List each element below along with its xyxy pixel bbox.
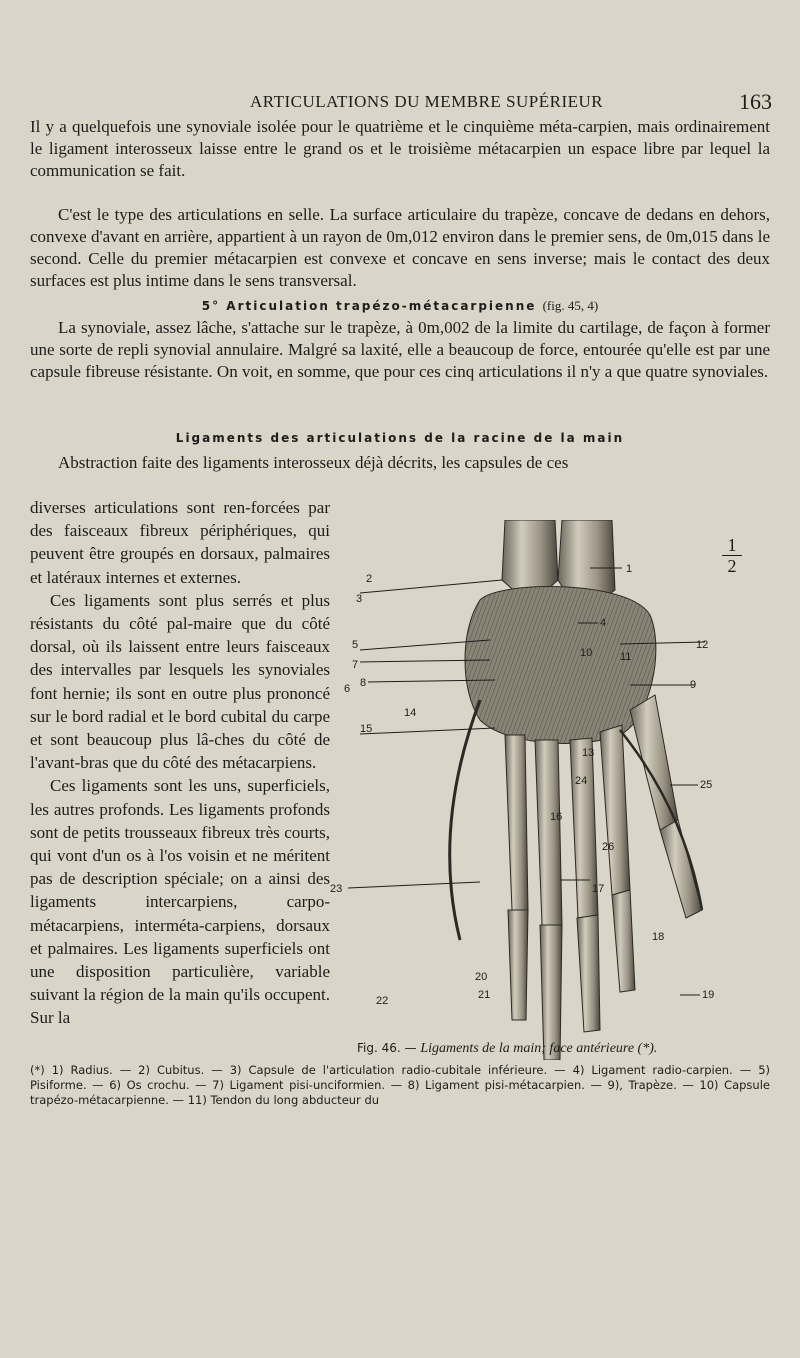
figure-label: 6 xyxy=(344,683,351,695)
paragraph-articulations-en-selle: C'est le type des articulations en selle. La surface articulaire du trapèze, concave de dedans en dehors, convexe d'avant en arrière, appartient à un rayon de 0m,012 environ dans le premier sens, de 0m,015 dans le second. Celle du premier métacarpien est convexe et concave en sens inverse; mais le contact des deux surfaces est plus intime dans le sens transversal. xyxy=(30,205,770,290)
paragraph-synoviale-trapeze: La synoviale, assez lâche, s'attache sur le trapèze, à 0m,002 de la limite du cartilage, de façon à former une sorte de repli synovial annulaire. Malgré sa laxité, elle a beaucoup de force, entourée qu'elle est par une capsule fibreuse résistante. On voit, en somme, que pour ces cinq articulations il n'y a que quatre synoviales. xyxy=(30,318,770,381)
figure-label: 8 xyxy=(360,677,367,689)
figure-label: 14 xyxy=(404,707,417,719)
column-paragraph-3: Ces ligaments sont les uns, superficiels, les autres profonds. Les ligaments profonds sont de petits trousseaux fibreux très courts, qui vont d'un os à l'os voisin et ne méritent pas de description spéciale; on a ainsi des ligaments intercarpiens, carpo-métacarpiens, interméta-carpiens, dorsaux et palmaires. Les ligaments superficiels ont une disposition particulière, variable suivant la région de la main qu'ils occupent. Sur la xyxy=(30,776,330,1028)
figure-label: 20 xyxy=(475,971,488,983)
scale-fraction xyxy=(722,536,742,575)
figure-label: 22 xyxy=(376,995,389,1007)
figure-label: 17 xyxy=(592,883,605,895)
hand-ligaments-illustration xyxy=(330,520,720,1060)
figure-label: 21 xyxy=(478,989,491,1001)
figure-label: 16 xyxy=(550,811,563,823)
figure-label: 2 xyxy=(366,573,373,585)
section-heading-trapezo-metacarpienne xyxy=(0,298,800,314)
figure-label: 23 xyxy=(330,883,343,895)
column-paragraph-2: Ces ligaments sont plus serrés et plus résistants du côté pal-maire que du côté dorsal, où ils laissent entre leurs faisceaux des intervalles par lesquels les synoviales font hernie; ils sont en outre plus prononcé sur le bord radial et le bord cubital du carpe et sont beaucoup plus lâ-ches du côté de l'avant-bras que du côté des métacarpiens. xyxy=(30,590,330,773)
scale-numerator: 1 xyxy=(727,535,737,555)
figure-caption xyxy=(357,1041,657,1057)
running-head-title: ARTICULATIONS DU MEMBRE SUPÉRIEUR xyxy=(250,92,604,111)
caption-prefix: Fig. 46. — xyxy=(357,1041,421,1055)
section-heading-label: 5° Articulation trapézo-métacarpienne xyxy=(201,299,537,313)
figure-label: 15 xyxy=(360,723,373,735)
figure-reference: (fig. 45, 4) xyxy=(542,298,599,313)
figure-label: 24 xyxy=(575,775,588,787)
hand-engraving xyxy=(330,520,720,1060)
figure-label: 3 xyxy=(356,593,363,605)
figure-label: 1 xyxy=(626,563,633,575)
column-paragraph-1: diverses articulations sont ren-forcées par des faisceaux fibreux périphériques, qui peuvent être groupés en dorsaux, palmaires et latéraux internes et externes. xyxy=(30,498,330,587)
figure-label: 26 xyxy=(602,841,615,853)
figure-label: 5 xyxy=(352,639,359,651)
figure-label: 13 xyxy=(582,747,595,759)
scale-denominator: 2 xyxy=(727,556,737,576)
figure-label: 7 xyxy=(352,659,359,671)
running-head xyxy=(0,89,800,116)
caption-text: Ligaments de la main; face antérieure (*). xyxy=(420,1041,658,1056)
figure-label: 9 xyxy=(690,679,697,691)
figure-label: 19 xyxy=(702,989,715,1001)
paragraph-synoviale-isolee: Il y a quelquefois une synoviale isolée pour le quatrième et le cinquième méta-carpien, mais ordinairement le ligament interosseux laisse entre le grand os et le troisième métacarpien un espace libre par lequel la communication se fait. xyxy=(30,117,770,180)
footnote-legend: (*) 1) Radius. — 2) Cubitus. — 3) Capsule de l'articulation radio-cubitale inférieure. — 4) Ligament radio-carpien. — 5) Pisiforme. — 6) Os crochu. — 7) Ligament pisi-unciformien. — 8) Ligament pisi-métacarpien. — 9), Trapèze. — 10) Capsule trapézo-métacarpienne. — 11) Tendon du long abducteur du xyxy=(30,1063,770,1107)
section-heading-ligaments: Ligaments des articulations de la racine de la main xyxy=(175,431,625,445)
figure-label: 12 xyxy=(696,639,709,651)
page-number: 163 xyxy=(739,89,772,114)
figure-label: 4 xyxy=(600,617,607,629)
figure-label: 11 xyxy=(620,651,632,663)
figure-label: 10 xyxy=(580,647,593,659)
figure-label: 18 xyxy=(652,931,665,943)
figure-label: 25 xyxy=(700,779,713,791)
text-column xyxy=(30,496,330,1030)
paragraph-intro-ligaments: Abstraction faite des ligaments interosseux déjà décrits, les capsules de ces xyxy=(58,453,569,472)
